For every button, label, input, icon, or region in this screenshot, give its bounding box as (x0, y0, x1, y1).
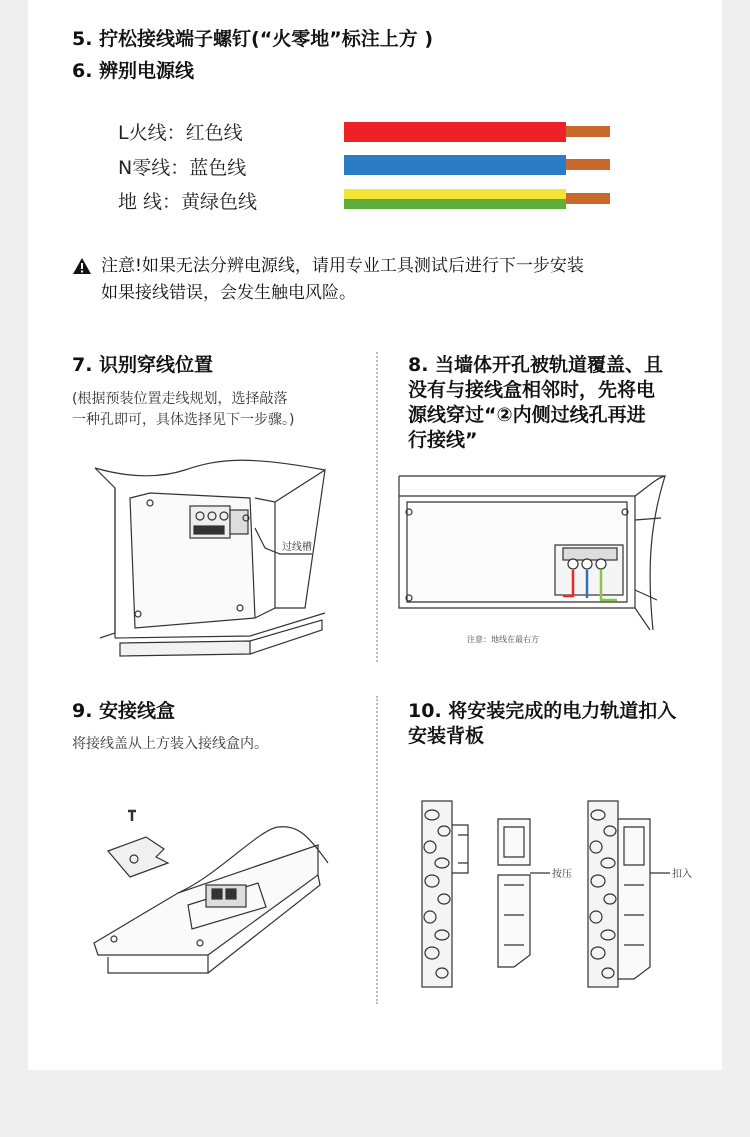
step8-title-line2: 没有与接线盒相邻时，先将电 (408, 379, 656, 401)
step9-title: 9. 安接线盒 (72, 700, 176, 722)
wire-swatches (340, 118, 615, 218)
step5-title: 5. 拧松接线端子螺钉(“火零地”标注上方 ) (72, 28, 434, 50)
step7-title: 7. 识别穿线位置 (72, 354, 214, 376)
step10-illustration (418, 795, 698, 995)
divider-upper (376, 352, 378, 662)
step9-illustration (88, 805, 338, 980)
wire-label-neutral: N零线：蓝色线 (118, 157, 247, 179)
step7-callout: 过线槽 (282, 542, 312, 553)
step7-desc-line2: 一种孔即可，具体选择见下一步骤。) (72, 412, 295, 428)
step10-title-line1: 10. 将安装完成的电力轨道扣入 (408, 700, 677, 722)
warning-icon (72, 257, 92, 275)
wire-label-live: L火线：红色线 (118, 122, 243, 144)
warning-line2: 如果接线错误，会发生触电风险。 (101, 283, 356, 303)
step10-title-line2: 安装背板 (408, 725, 485, 747)
step7-desc-line1: (根据预装位置走线规划，选择敲落 (72, 391, 288, 407)
step7-illustration (90, 458, 330, 670)
step8-title-line3: 源线穿过“②内侧过线孔再进 (408, 404, 646, 426)
divider-lower (376, 696, 378, 1004)
wire-ground (344, 189, 610, 209)
step6-title: 6. 辨别电源线 (72, 60, 195, 82)
step10-label-snap: 扣入 (672, 869, 692, 880)
step8-note: 注意：地线在最右方 (467, 635, 539, 644)
step8-title-line1: 8. 当墙体开孔被轨道覆盖、且 (408, 354, 664, 376)
step10-label-press: 按压 (552, 869, 572, 880)
warning-line1: 注意!如果无法分辨电源线，请用专业工具测试后进行下一步安装 (101, 256, 584, 276)
wire-label-ground: 地 线：黄绿色线 (118, 191, 258, 213)
wire-live (344, 122, 610, 142)
step8-illustration (395, 470, 675, 650)
step8-title-line4: 行接线” (408, 429, 478, 451)
step9-desc: 将接线盖从上方装入接线盒内。 (72, 736, 268, 752)
wire-neutral (344, 155, 610, 175)
